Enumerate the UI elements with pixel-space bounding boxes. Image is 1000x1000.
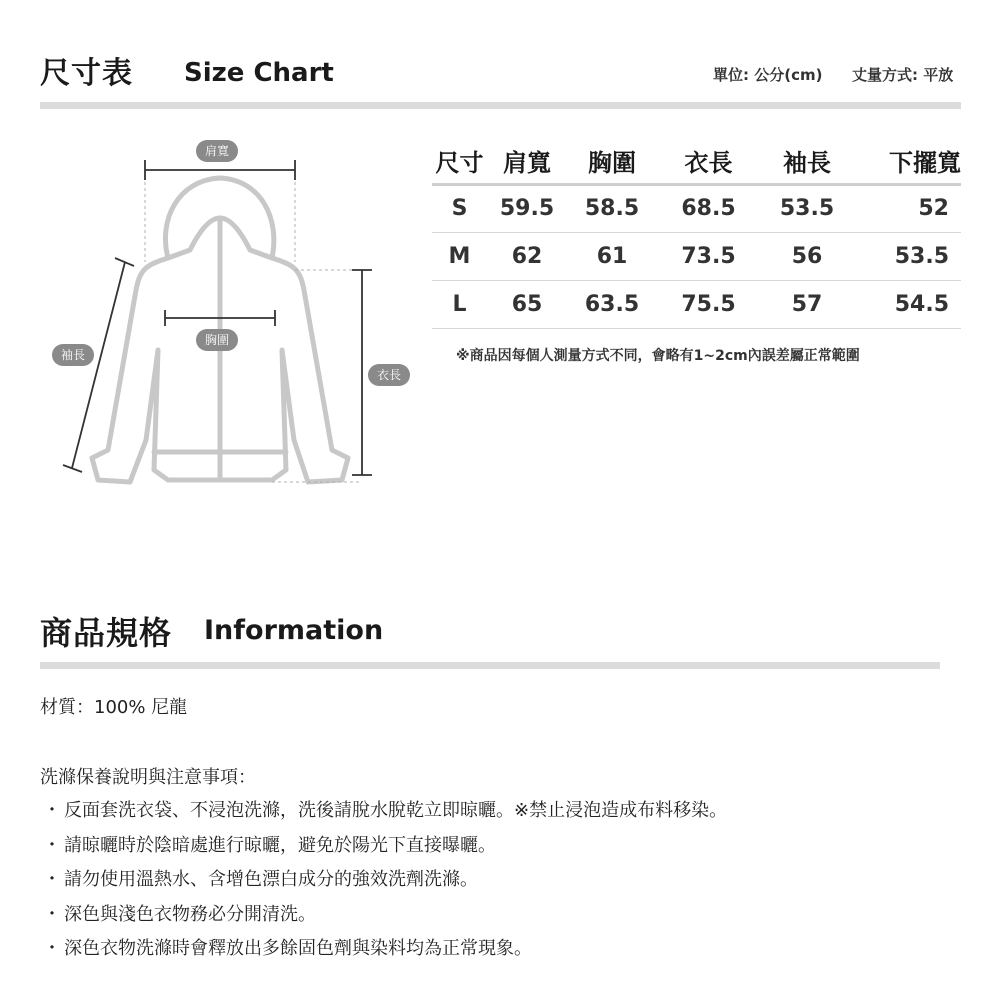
table-row <box>432 184 961 232</box>
table-row <box>432 280 961 328</box>
list-item <box>40 797 727 832</box>
table-cell: 65 <box>487 280 567 328</box>
care-item-text: 反面套洗衣袋、不浸泡洗滌，洗後請脫水脫乾立即晾曬。※禁止浸泡造成布料移染。 <box>64 800 728 821</box>
table-cell: 68.5 <box>657 184 760 232</box>
table-cell: 61 <box>567 232 657 280</box>
table-cell: S <box>432 184 487 232</box>
info-title-cn: 商品規格 <box>40 614 173 652</box>
list-item <box>40 866 727 901</box>
measure-method-label: 丈量方式: 平放 <box>852 66 954 84</box>
bullet-icon: ・ <box>43 869 61 890</box>
table-cell: 56 <box>760 232 854 280</box>
header-chest: 胸圍 <box>567 138 657 184</box>
care-item-text: 請晾曬時於陰暗處進行晾曬，避免於陽光下直接曝曬。 <box>64 834 496 856</box>
measurement-note: ※商品因每個人測量方式不同，會略有1~2cm內誤差屬正常範圍 <box>456 348 860 364</box>
table-cell: 63.5 <box>567 280 657 328</box>
size-table-header-row <box>432 138 961 184</box>
table-cell: L <box>432 280 487 328</box>
length-label: 衣長 <box>368 364 410 386</box>
unit-label: 單位: 公分(cm) <box>713 66 823 84</box>
care-heading: 洗滌保養說明與注意事項： <box>40 767 256 788</box>
table-cell: 59.5 <box>487 184 567 232</box>
table-cell: 53.5 <box>760 184 854 232</box>
table-cell: 54.5 <box>854 280 961 328</box>
table-cell: 62 <box>487 232 567 280</box>
table-cell: 57 <box>760 280 854 328</box>
care-item-text: 深色衣物洗滌時會釋放出多餘固色劑與染料均為正常現象。 <box>64 938 532 959</box>
table-cell: 58.5 <box>567 184 657 232</box>
bullet-icon: ・ <box>43 903 61 925</box>
list-item <box>40 935 727 970</box>
sleeve-label: 袖長 <box>52 344 94 366</box>
info-divider <box>40 662 940 669</box>
size-chart-title-en: Size Chart <box>184 58 334 88</box>
table-row <box>432 232 961 280</box>
bullet-icon: ・ <box>43 938 61 959</box>
shoulder-label: 肩寬 <box>196 140 238 162</box>
header-size: 尺寸 <box>432 138 487 184</box>
care-list <box>40 797 727 970</box>
header-hem: 下擺寬 <box>854 138 961 184</box>
bullet-icon: ・ <box>43 834 61 856</box>
size-chart-title-cn: 尺寸表 <box>40 56 133 91</box>
bullet-icon: ・ <box>43 800 61 821</box>
size-table <box>432 138 961 329</box>
list-item <box>40 832 727 867</box>
table-cell: 73.5 <box>657 232 760 280</box>
table-cell: 53.5 <box>854 232 961 280</box>
header-shoulder: 肩寬 <box>487 138 567 184</box>
list-item <box>40 901 727 936</box>
care-item-text: 深色與淺色衣物務必分開清洗。 <box>64 903 316 925</box>
jacket-diagram <box>50 130 430 510</box>
header-divider <box>40 102 961 109</box>
care-item-text: 請勿使用溫熱水、含增色漂白成分的強效洗劑洗滌。 <box>64 869 478 890</box>
table-cell: 75.5 <box>657 280 760 328</box>
table-cell: M <box>432 232 487 280</box>
table-cell: 52 <box>854 184 961 232</box>
material-text: 材質：100% 尼龍 <box>40 697 188 718</box>
chest-label: 胸圍 <box>196 329 238 351</box>
header-sleeve: 袖長 <box>760 138 854 184</box>
header-length: 衣長 <box>657 138 760 184</box>
info-title-en: Information <box>204 615 384 646</box>
